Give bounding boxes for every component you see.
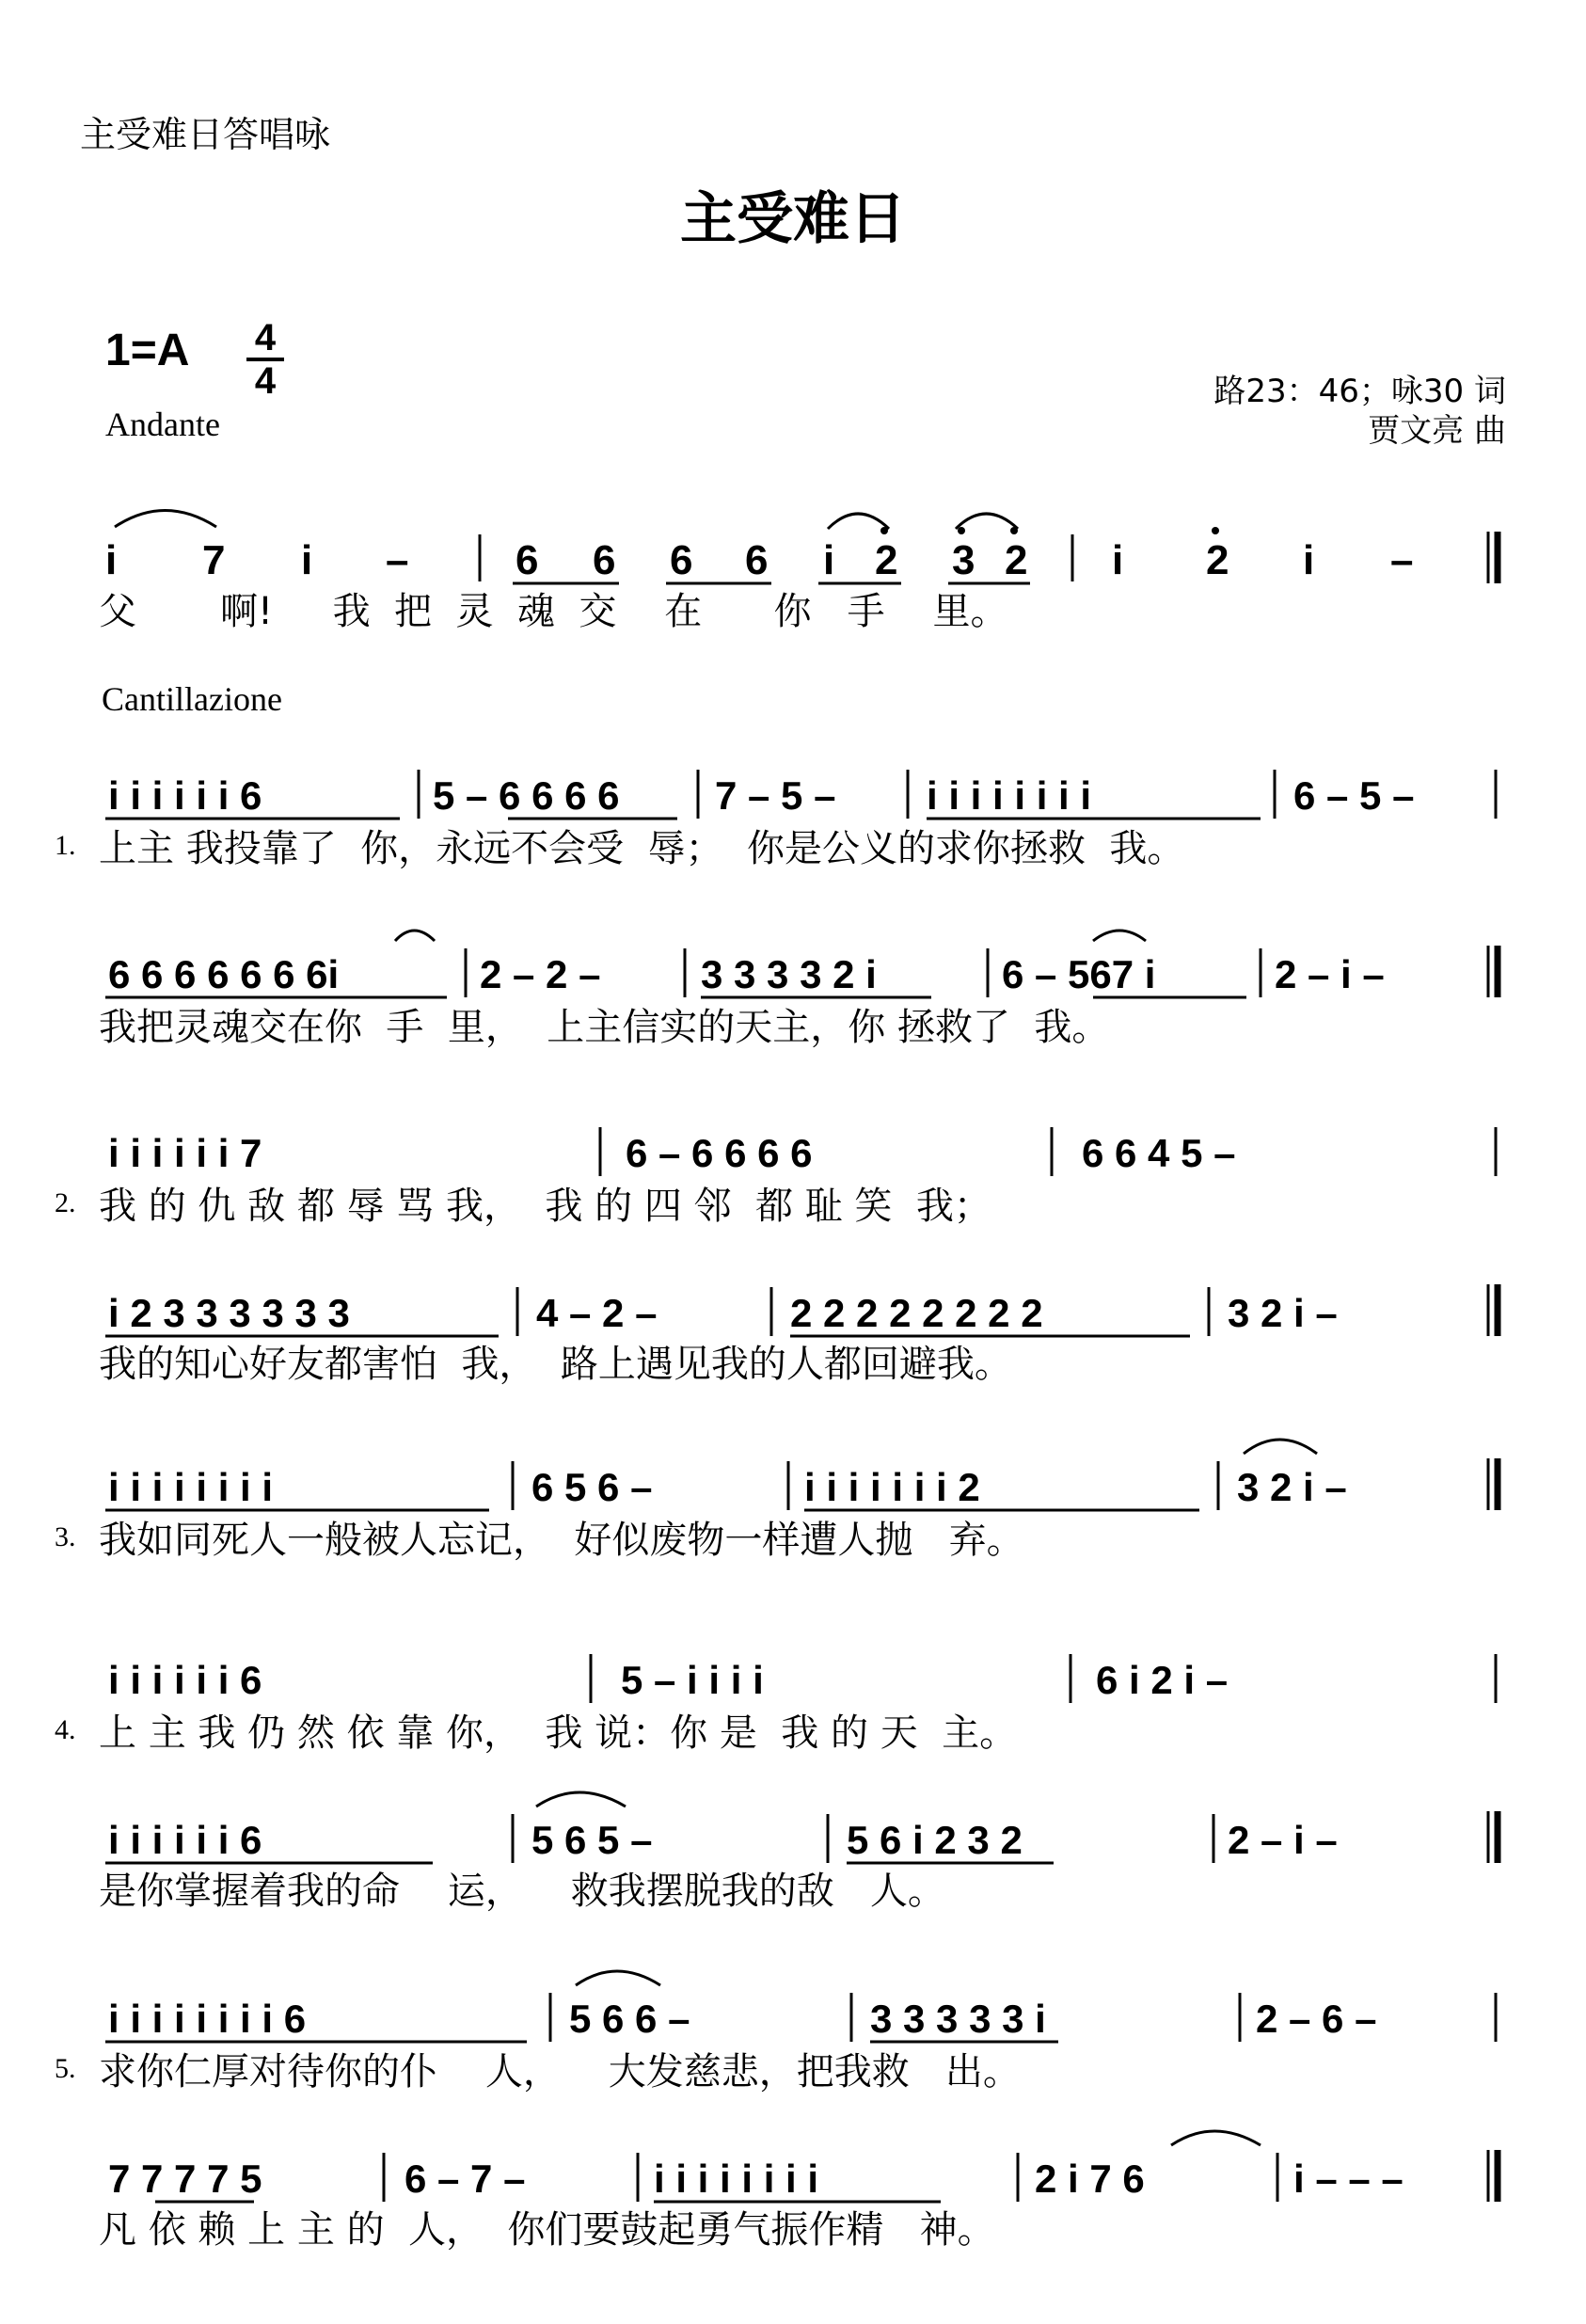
note: 6 bbox=[670, 537, 693, 583]
note-group: 7 – 5 – bbox=[715, 773, 836, 818]
note-group: i 2 3 3 3 3 3 3 bbox=[108, 1291, 350, 1335]
notation-row-7 bbox=[0, 1609, 1586, 1712]
note-group: i i i i i i i i bbox=[927, 773, 1092, 818]
slur bbox=[1171, 2131, 1261, 2145]
note: 6 bbox=[745, 537, 769, 583]
lyric-line: 我把灵魂交在你 手 里， 上主信实的天主，你 拯救了 我。 bbox=[99, 1006, 1110, 1049]
note: 3 bbox=[952, 537, 975, 583]
notation-row-3 bbox=[0, 903, 1586, 1007]
slur bbox=[395, 931, 435, 941]
slur bbox=[576, 1971, 660, 1985]
note: 6 bbox=[515, 537, 539, 583]
slur bbox=[536, 1792, 626, 1807]
time-signature bbox=[246, 317, 284, 402]
note-group: 7 7 7 7 5 bbox=[108, 2157, 262, 2201]
notation-row-2 bbox=[0, 724, 1586, 828]
note: – bbox=[386, 537, 409, 583]
lyricist-credit: 路23：46；咏30 词 bbox=[1213, 373, 1506, 410]
lyric-line: 我的知心好友都害怕 我， 路上遇见我的人都回避我。 bbox=[99, 1343, 1012, 1386]
note: 7 bbox=[202, 537, 226, 583]
note-group: 6 6 6 6 6 6 6i bbox=[108, 952, 340, 996]
note: 2 bbox=[1206, 537, 1229, 583]
lyric-line: 上 主 我 仍 然 依 靠 你， 我 说：你 是 我 的 天 主。 bbox=[99, 1711, 1018, 1755]
notation-row-4 bbox=[0, 1082, 1586, 1186]
note-group: 5 – 6 6 6 6 bbox=[433, 773, 620, 818]
note-group: 3 3 3 3 2 i bbox=[701, 952, 877, 996]
note-group: 6 6 4 5 – bbox=[1082, 1131, 1236, 1175]
note-group: 3 2 i – bbox=[1237, 1465, 1347, 1509]
style-marking: Cantillazione bbox=[102, 680, 282, 718]
lyric-line: 父 啊! 我 把 灵 魂 交 在 你 手 里。 bbox=[99, 590, 1008, 633]
note-group: i i i i i i 6 bbox=[108, 1818, 262, 1862]
slur bbox=[828, 514, 1018, 529]
note-group: 2 2 2 2 2 2 2 2 bbox=[790, 1291, 1043, 1335]
note: 2 bbox=[1005, 537, 1028, 583]
note: 6 bbox=[593, 537, 616, 583]
note: i bbox=[301, 537, 313, 583]
lyric-line: 求你仁厚对待你的仆 人， 大发慈悲，把我救 出。 bbox=[99, 2050, 1021, 2093]
note-group: 6 – 567 i bbox=[1002, 952, 1156, 996]
note-group: i i i i i i 6 bbox=[108, 1658, 262, 1702]
page-title: 主受难日 bbox=[680, 186, 906, 252]
verse-number: 2. bbox=[55, 1187, 76, 1218]
notation-row-5 bbox=[0, 1242, 1586, 1345]
lyric-line: 上主 我投靠了 你，永远不会受 辱； 你是公义的求你拯救 我。 bbox=[99, 827, 1185, 870]
key-signature: 1=A bbox=[105, 326, 190, 375]
note-group: 5 – i i i i bbox=[621, 1658, 764, 1702]
note-group: 5 6 6 – bbox=[569, 1997, 690, 2041]
verse-number: 5. bbox=[55, 2053, 76, 2084]
note-group: 2 i 7 6 bbox=[1035, 2157, 1145, 2201]
note-group: 3 3 3 3 3 i bbox=[870, 1997, 1046, 2041]
high-dot bbox=[958, 527, 965, 534]
note: i bbox=[105, 537, 118, 583]
note-group: 4 – 2 – bbox=[536, 1291, 658, 1335]
verse-number: 4. bbox=[55, 1714, 76, 1745]
verse-number: 1. bbox=[55, 830, 76, 861]
note-group: 6 i 2 i – bbox=[1096, 1658, 1229, 1702]
note-group: i i i i i i i i bbox=[108, 1465, 274, 1509]
notation-row-8 bbox=[0, 1769, 1586, 1872]
note: i bbox=[1303, 537, 1315, 583]
notation-row-1 bbox=[0, 489, 1586, 593]
composer-credit: 贾文亮 曲 bbox=[1368, 412, 1506, 450]
note-group: i i i i i i i i 6 bbox=[108, 1997, 307, 2041]
note: i bbox=[1112, 537, 1124, 583]
lyric-line: 凡 依 赖 上 主 的 人， 你们要鼓起勇气振作精 神。 bbox=[99, 2208, 995, 2252]
lyric-line: 我 的 仇 敌 都 辱 骂 我， 我 的 四 邻 都 耻 笑 我； bbox=[99, 1185, 991, 1228]
notation-row-6 bbox=[0, 1416, 1586, 1520]
high-dot bbox=[1212, 527, 1219, 534]
note-group: 2 – i – bbox=[1275, 952, 1385, 996]
slur bbox=[1093, 931, 1146, 941]
note-group: 2 – i – bbox=[1228, 1818, 1338, 1862]
notation-row-10 bbox=[0, 2108, 1586, 2211]
notation-row-9 bbox=[0, 1948, 1586, 2051]
note-group: 2 – 6 – bbox=[1256, 1997, 1377, 2041]
lyric-line: 我如同死人一般被人忘记， 好似废物一样遭人抛 弃。 bbox=[99, 1519, 1024, 1562]
slur bbox=[1244, 1440, 1317, 1454]
note-group: 6 5 6 – bbox=[531, 1465, 653, 1509]
note-group: 5 6 5 – bbox=[531, 1818, 653, 1862]
lyric-line: 是你掌握着我的命 运， 救我摆脱我的敌 人。 bbox=[99, 1870, 945, 1913]
note-group: i – – – bbox=[1293, 2157, 1404, 2201]
note-group: 6 – 7 – bbox=[404, 2157, 526, 2201]
note-group: i i i i i i i i bbox=[654, 2157, 819, 2201]
note: – bbox=[1390, 537, 1414, 583]
collection-label: 主受难日答唱咏 bbox=[80, 114, 331, 155]
note-group: i i i i i i 6 bbox=[108, 773, 262, 818]
time-signature-top: 4 bbox=[254, 317, 277, 358]
slur bbox=[115, 511, 216, 528]
note-group: 2 – 2 – bbox=[480, 952, 601, 996]
note-group: i i i i i i 7 bbox=[108, 1131, 262, 1175]
tempo-marking: Andante bbox=[105, 406, 220, 443]
note-group: 5 6 i 2 3 2 bbox=[847, 1818, 1023, 1862]
note-group: 6 – 5 – bbox=[1293, 773, 1415, 818]
note-group: i i i i i i i 2 bbox=[804, 1465, 980, 1509]
note-group: 6 – 6 6 6 6 bbox=[626, 1131, 813, 1175]
note: i bbox=[823, 537, 835, 583]
note-group: 3 2 i – bbox=[1228, 1291, 1338, 1335]
time-signature-bottom: 4 bbox=[254, 360, 277, 402]
note: 2 bbox=[875, 537, 898, 583]
verse-number: 3. bbox=[55, 1521, 76, 1552]
